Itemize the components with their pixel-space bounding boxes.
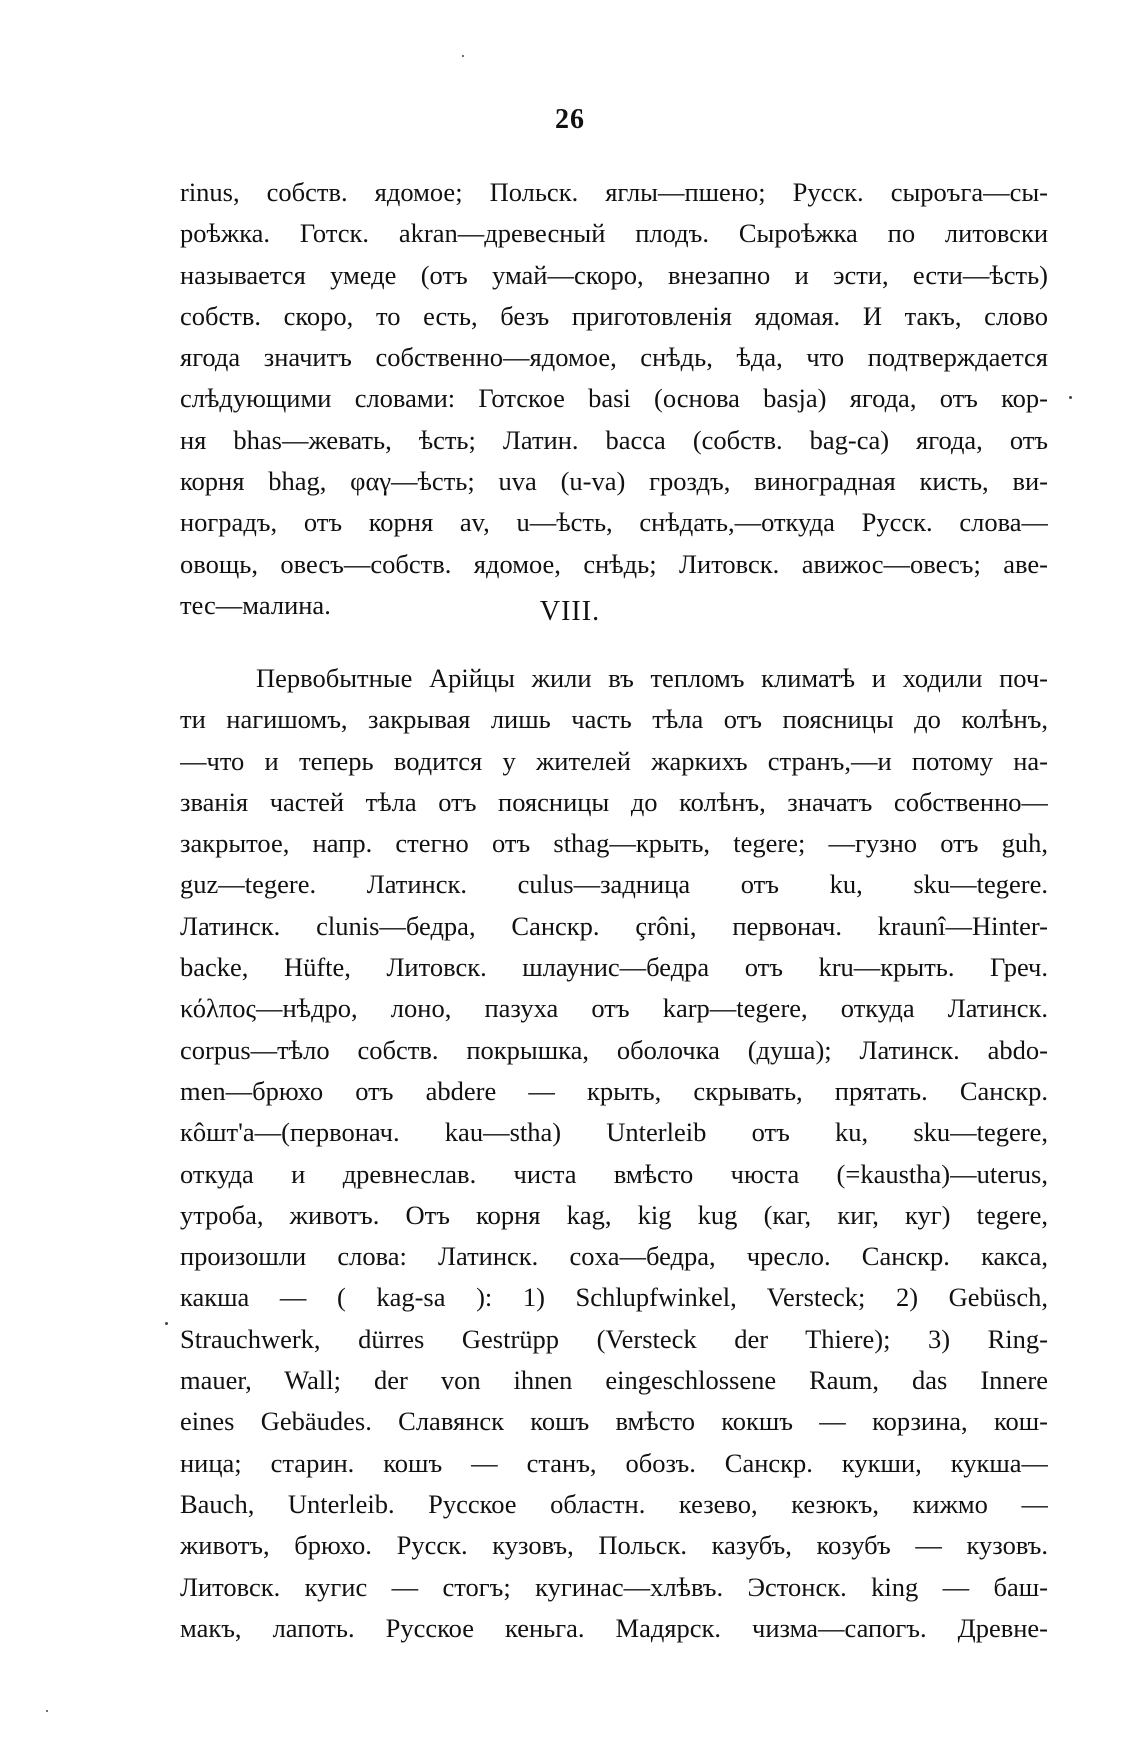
text-line: макъ, лапоть. Русское кеньга. Мадярск. чизма—сапогъ. Древне- bbox=[180, 1612, 1048, 1643]
page-number: 26 bbox=[555, 104, 585, 135]
text-line: тес—малина. bbox=[180, 589, 331, 620]
text-line: роѣжка. Готск. akran—древесный плодъ. Сыроѣжка по литовски bbox=[180, 218, 1048, 249]
text-line: слѣдующими словами: Готское basi (основа basja) ягода, отъ кор- bbox=[180, 383, 1048, 414]
text-line: произошли слова: Латинск. coxa—бедра, чресло. Санскр. какса, bbox=[180, 1241, 1048, 1272]
section-heading: VIII. bbox=[539, 596, 601, 627]
text-line: eines Gebäudes. Славянск кошъ вмѣсто кокшъ — корзина, кош- bbox=[180, 1406, 1048, 1437]
text-line: животъ, брюхо. Русск. кузовъ, Польск. казубъ, козубъ — кузовъ. bbox=[180, 1530, 1048, 1561]
text-line: Первобытные Арійцы жили въ тепломъ климатѣ и ходили поч- bbox=[256, 663, 1048, 693]
text-line: кôшт'а—(первонач. kau—stha) Unterleib отъ ku, sku—tegere, bbox=[180, 1117, 1048, 1148]
text-line: Bauch, Unterleib. Русское областн. кезево, кезюкъ, кижмо — bbox=[180, 1488, 1048, 1519]
text-line: званія частей тѣла отъ поясницы до колѣнъ, значатъ собственно— bbox=[180, 786, 1048, 817]
text-line: ягода значитъ собственно—ядомое, снѣдь, ѣда, что подтверждается bbox=[180, 342, 1048, 373]
text-line: backe, Hüfte, Литовск. шлаунис—бедра отъ kru—крыть. Греч. bbox=[180, 952, 1048, 983]
paragraph-section-viii bbox=[180, 658, 1048, 1649]
text-line: guz—tegere. Латинск. culus—задница отъ ku, sku—tegere. bbox=[180, 869, 1048, 900]
text-line: утроба, животъ. Отъ корня kag, kig kug (каг, киг, куг) tegere, bbox=[180, 1199, 1048, 1230]
text-line: ноградъ, отъ корня av, u—ѣсть, снѣдать,—откуда Русск. слова— bbox=[180, 507, 1048, 538]
text-line: Strauchwerk, dürres Gestrüpp (Versteck der Thiere); 3) Ring- bbox=[180, 1323, 1048, 1354]
paragraph-continued bbox=[180, 172, 1048, 626]
text-line: ти нагишомъ, закрывая лишь часть тѣла отъ поясницы до колѣнъ, bbox=[180, 704, 1048, 735]
text-line: собств. скоро, то есть, безъ приготовленія ядомая. И такъ, слово bbox=[180, 300, 1048, 331]
paper-speck bbox=[46, 1710, 48, 1712]
text-line: Латинск. clunis—бедра, Санскр. çrôni, первонач. kraunî—Hinter- bbox=[180, 910, 1048, 941]
text-line: какша — ( kag-sa ): 1) Schlupfwinkel, Versteck; 2) Gebüsch, bbox=[180, 1282, 1048, 1313]
text-line: men—брюхо отъ abdere — крыть, скрывать, прятать. Санскр. bbox=[180, 1075, 1048, 1106]
text-line: ня bhas—жевать, ѣсть; Латин. bacca (собств. bag-ca) ягода, отъ bbox=[180, 424, 1048, 455]
text-line: называется умеде (отъ умай—скоро, внезапно и эсти, ести—ѣсть) bbox=[180, 259, 1048, 290]
text-line: —что и теперь водится у жителей жаркихъ странъ,—и потому на- bbox=[180, 745, 1048, 776]
text-line: откуда и древнеслав. чиста вмѣсто чюста (=kaustha)—uterus, bbox=[180, 1158, 1048, 1189]
text-line: corpus—тѣло собств. покрышка, оболочка (душа); Латинск. abdo- bbox=[180, 1034, 1048, 1065]
paper-speck bbox=[165, 1322, 168, 1325]
text-line: овощь, овесъ—собств. ядомое, снѣдь; Литовск. авижос—овесъ; аве- bbox=[180, 548, 1048, 579]
text-line: ница; старин. кошъ — станъ, обозъ. Санскр. кукши, кукша— bbox=[180, 1447, 1048, 1478]
text-line: корня bhag, φαγ—ѣсть; uva (u-va) гроздъ, виноградная кисть, ви- bbox=[180, 466, 1048, 497]
paper-speck bbox=[1069, 396, 1072, 399]
text-line: mauer, Wall; der von ihnen eingeschlossene Raum, das Innere bbox=[180, 1365, 1048, 1396]
text-line: Литовск. кугис — стогъ; кугинас—хлѣвъ. Эстонск. king — баш- bbox=[180, 1571, 1048, 1602]
paper-speck bbox=[462, 55, 464, 57]
text-line: закрытое, напр. стегно отъ sthag—крыть, tegere; —гузно отъ guh, bbox=[180, 828, 1048, 859]
text-line: κόλπος—нѣдро, лоно, пазуха отъ karp—tegere, откуда Латинск. bbox=[180, 993, 1048, 1024]
text-line: rinus, собств. ядомое; Польск. яглы—пшено; Русск. сыроъга—сы- bbox=[180, 177, 1048, 207]
